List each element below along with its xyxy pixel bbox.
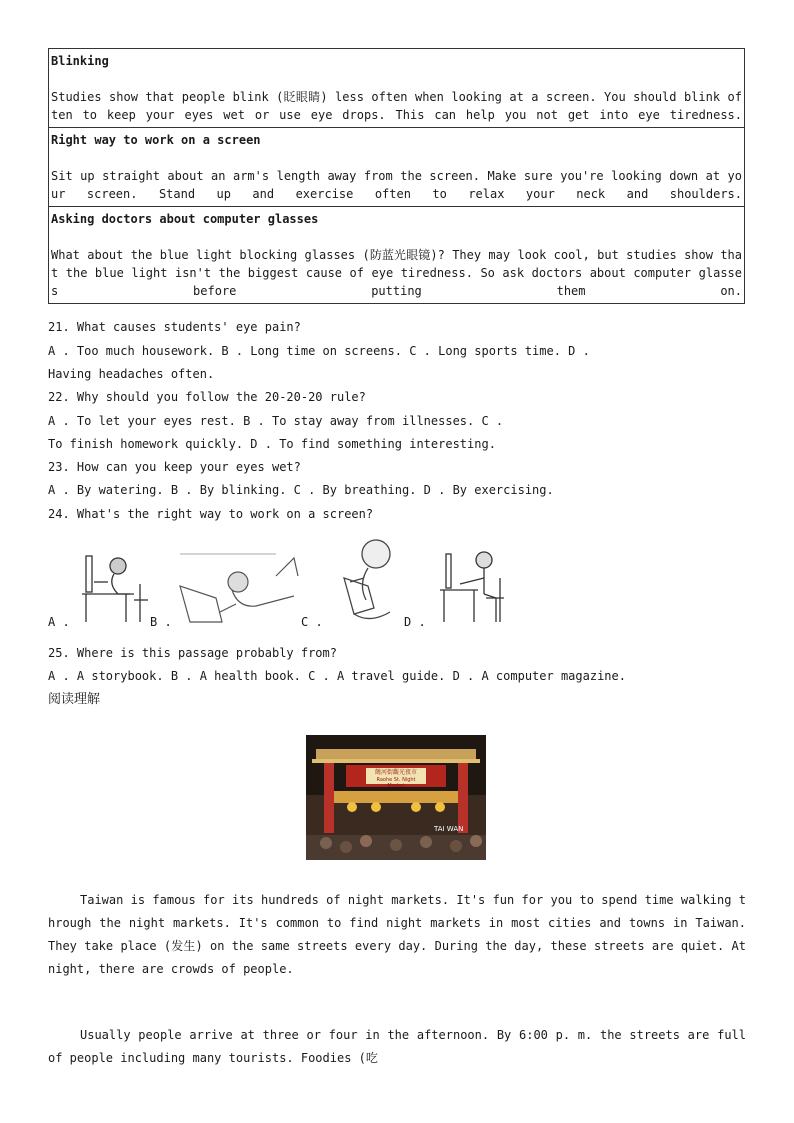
- question-25: 25. Where is this passage probably from?: [48, 646, 337, 660]
- section-title: Asking doctors about computer glasses: [51, 212, 319, 226]
- table-cell-right-way: [49, 128, 745, 207]
- table-row: [49, 128, 745, 207]
- question-22: 22. Why should you follow the 20-20-20 rule?: [48, 390, 366, 404]
- sign-text: 饒河街觀光夜市: [374, 769, 417, 776]
- question-21-options: A . Too much housework. B . Long time on screens. C . Long sports time. D .: [48, 344, 590, 358]
- figure-a-slouching: [78, 548, 150, 624]
- table-row: [49, 207, 745, 304]
- section-title: Right way to work on a screen: [51, 133, 261, 147]
- night-market-scene: [306, 735, 486, 860]
- figure-b-lying: [176, 546, 300, 626]
- question-22-options-cont: To finish homework quickly. D . To find something interesting.: [48, 437, 496, 451]
- section-heading: 阅读理解: [48, 692, 101, 707]
- section-body: Studies show that people blink (眨眼睛) less often when looking at a screen. You should blink often to keep your eyes wet or use eye drops. This can help you not get into eye tiredness.: [51, 90, 742, 122]
- passage-paragraph-2: Usually people arrive at three or four in the afternoon. By 6:00 p. m. the streets are full of people including many tourists. Foodies (吃: [48, 1028, 746, 1065]
- figure-d-upright: [436, 548, 506, 624]
- section-body: What about the blue light blocking glasses (防蓝光眼镜)? They may look cool, but studies show that the blue light isn't the biggest cause of eye tiredness. So ask doctors about computer glasses before putting them on.: [51, 248, 742, 298]
- figure-c-label: C .: [301, 615, 323, 629]
- side-sign: TAI WAN: [434, 825, 464, 833]
- figure-c-sitting-floor: [330, 538, 402, 624]
- info-table: [48, 48, 745, 304]
- question-22-options: A . To let your eyes rest. B . To stay away from illnesses. C .: [48, 414, 504, 428]
- question-23: 23. How can you keep your eyes wet?: [48, 460, 301, 474]
- sign-text-en: Raohe St. Night Market: [376, 777, 416, 789]
- question-25-options: A . A storybook. B . A health book. C . A travel guide. D . A computer magazine.: [48, 669, 626, 683]
- table-row: [49, 49, 745, 128]
- question-21-options-cont: Having headaches often.: [48, 367, 215, 381]
- passage-paragraph-1: Taiwan is famous for its hundreds of night markets. It's fun for you to spend time walking through the night markets. It's common to find night markets in most cities and towns in Taiwan. They take place (发生) on the same streets every day. During the day, these streets are quiet. At night, there are crowds of people.: [48, 893, 746, 976]
- night-market-photo: [306, 735, 486, 860]
- question-24: 24. What's the right way to work on a screen?: [48, 507, 374, 521]
- figure-b-label: B .: [150, 615, 172, 629]
- table-cell-blinking: [49, 49, 745, 128]
- reading-table-container: [48, 48, 746, 304]
- figure-a-label: A .: [48, 615, 70, 629]
- question-21: 21. What causes students' eye pain?: [48, 320, 301, 334]
- question-23-options: A . By watering. B . By blinking. C . By breathing. D . By exercising.: [48, 483, 554, 497]
- posture-figures: [48, 538, 448, 630]
- figure-d-label: D .: [404, 615, 426, 629]
- table-cell-asking-doctors: [49, 207, 745, 304]
- section-body: Sit up straight about an arm's length away from the screen. Make sure you're looking down at your screen. Stand up and exercise often to relax your neck and shoulders.: [51, 169, 742, 201]
- section-title: Blinking: [51, 54, 109, 68]
